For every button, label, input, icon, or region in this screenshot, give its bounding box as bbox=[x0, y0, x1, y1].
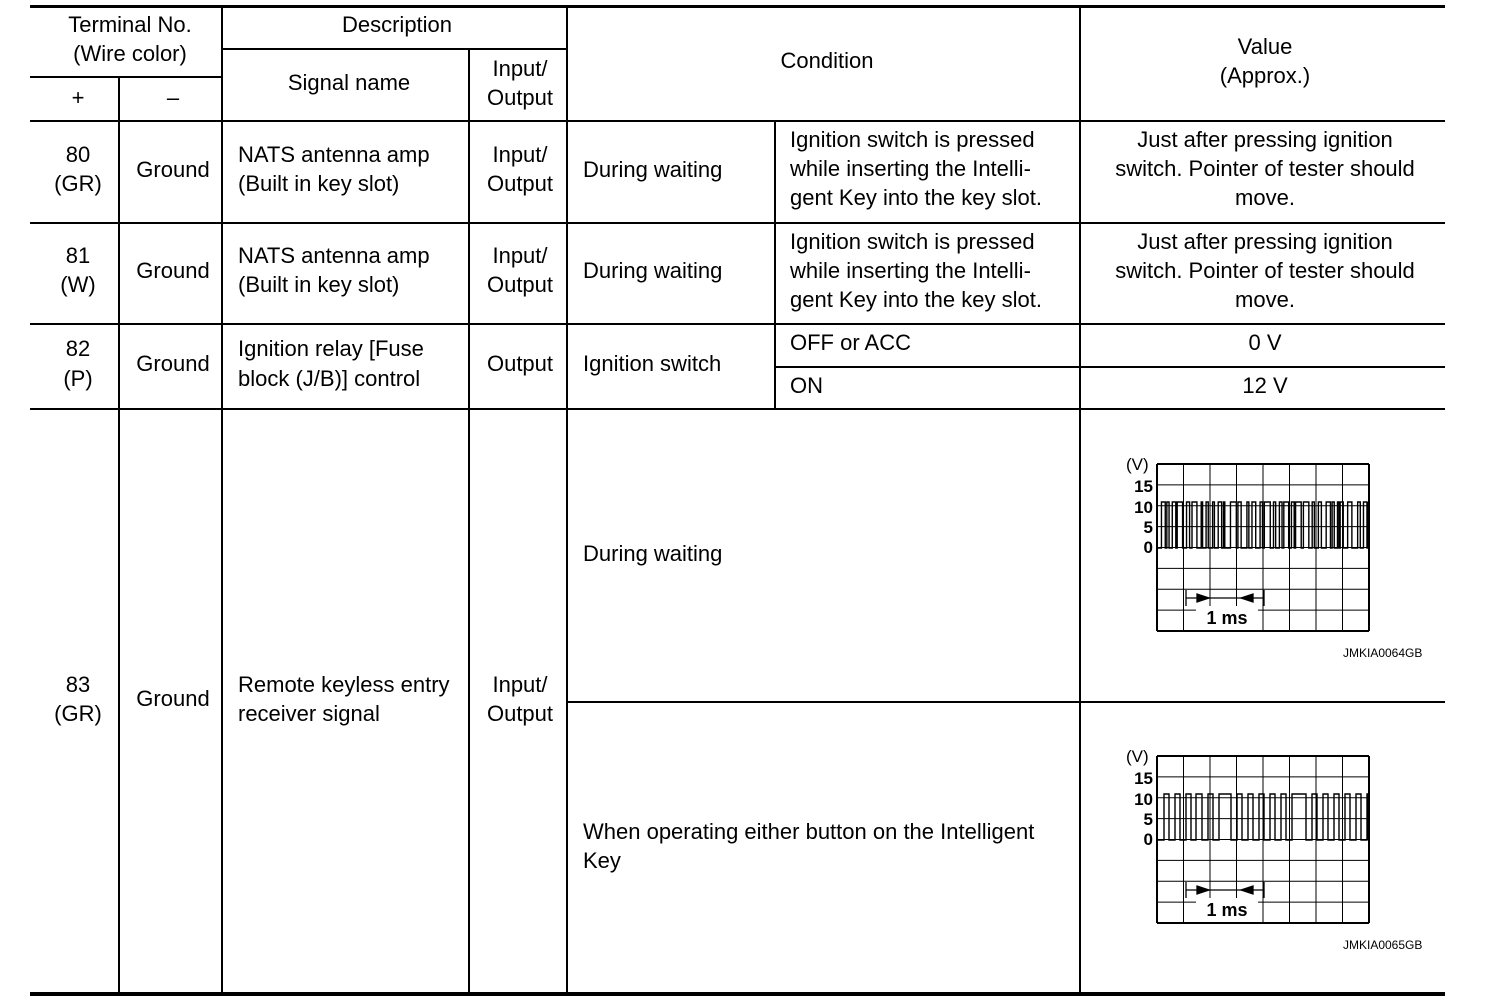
header-wire-color: (Wire color) bbox=[73, 41, 187, 66]
scope-unit-label: (V) bbox=[1126, 455, 1149, 474]
row-80-condition-detail-2: while inserting the Intelli- bbox=[790, 156, 1031, 181]
row-81-condition-detail-3: gent Key into the key slot. bbox=[790, 287, 1042, 312]
scope-tick-5: 5 bbox=[1143, 518, 1153, 537]
col-divider-signal-io bbox=[468, 49, 470, 993]
row-83-wire-color: (GR) bbox=[54, 701, 102, 726]
row-81-value-2: switch. Pointer of tester should bbox=[1115, 258, 1415, 283]
header-bottom-border bbox=[30, 120, 1445, 122]
header-divider-description bbox=[222, 48, 567, 50]
row-83-condition-operating-1: When operating either button on the Intelligent bbox=[583, 819, 1035, 844]
row-80-value-1: Just after pressing ignition bbox=[1137, 127, 1393, 152]
header-io-line2: Output bbox=[486, 85, 554, 110]
header-minus: – bbox=[166, 85, 180, 110]
header-plus: + bbox=[71, 85, 85, 110]
scope-tick-15: 15 bbox=[1134, 769, 1153, 788]
row-80-ground: Ground bbox=[136, 157, 210, 182]
row-80-condition-detail-3: gent Key into the key slot. bbox=[790, 185, 1042, 210]
col-divider-description-condition bbox=[566, 7, 568, 993]
row-80-io-line1: Input/ bbox=[492, 142, 548, 167]
row-83-condition-waiting: During waiting bbox=[583, 541, 723, 566]
row-81-condition-detail-2: while inserting the Intelli- bbox=[790, 258, 1031, 283]
col-divider-terminal-description bbox=[221, 7, 223, 993]
scope-tick-5: 5 bbox=[1143, 810, 1153, 829]
scope-grid bbox=[1157, 756, 1369, 923]
row-81-wire-color: (W) bbox=[60, 272, 96, 297]
row-82-condition: Ignition switch bbox=[583, 351, 722, 376]
col-divider-condition-sub bbox=[774, 121, 776, 409]
row-81-terminal: 81 bbox=[65, 243, 91, 268]
row-80-signal-line2: (Built in key slot) bbox=[238, 171, 400, 196]
header-io-line1: Input/ bbox=[492, 56, 548, 81]
scope-time-scale: 1 ms bbox=[1206, 608, 1248, 628]
row-divider-82 bbox=[30, 408, 1445, 410]
row-82-signal-line1: Ignition relay [Fuse bbox=[238, 336, 424, 361]
row-80-io-line2: Output bbox=[486, 171, 554, 196]
figure-code-1: JMKIA0064GB bbox=[1343, 646, 1423, 660]
row-82-sub-value-on: 12 V bbox=[1242, 373, 1288, 398]
row-83-signal-line2: receiver signal bbox=[238, 701, 380, 726]
row-divider-80 bbox=[30, 222, 1445, 224]
row-80-condition-detail-1: Ignition switch is pressed bbox=[790, 127, 1035, 152]
header-signal-name: Signal name bbox=[287, 70, 411, 95]
row-83-io-line2: Output bbox=[486, 701, 554, 726]
scope-unit-label: (V) bbox=[1126, 747, 1149, 766]
scope-tick-15: 15 bbox=[1134, 477, 1153, 496]
row-82-signal-line2: block (J/B)] control bbox=[238, 366, 421, 391]
row-80-terminal: 80 bbox=[65, 142, 91, 167]
row-82-io: Output bbox=[486, 351, 554, 376]
row-83-sub-divider bbox=[567, 701, 1445, 703]
row-81-value-3: move. bbox=[1235, 287, 1295, 312]
row-81-signal-line1: NATS antenna amp bbox=[238, 243, 430, 268]
table-top-border bbox=[30, 5, 1445, 8]
time-scale-arrows bbox=[1186, 882, 1264, 898]
row-81-io-line2: Output bbox=[486, 272, 554, 297]
row-80-value-2: switch. Pointer of tester should bbox=[1115, 156, 1415, 181]
row-82-sub-value-off: 0 V bbox=[1248, 330, 1282, 355]
row-80-condition: During waiting bbox=[583, 157, 723, 182]
waveform-trace bbox=[1158, 502, 1368, 548]
row-83-signal-line1: Remote keyless entry bbox=[238, 672, 450, 697]
scope-time-scale: 1 ms bbox=[1206, 900, 1248, 920]
row-82-wire-color: (P) bbox=[63, 366, 93, 391]
row-82-sub-divider bbox=[775, 366, 1445, 368]
row-83-terminal: 83 bbox=[65, 672, 91, 697]
header-divider-terminal bbox=[30, 76, 222, 78]
row-82-sub-condition-off: OFF or ACC bbox=[790, 330, 912, 355]
table-bottom-border bbox=[30, 992, 1445, 996]
row-81-signal-line2: (Built in key slot) bbox=[238, 272, 400, 297]
row-83-io-line1: Input/ bbox=[492, 672, 548, 697]
row-83-condition-operating-2: Key bbox=[583, 848, 621, 873]
row-81-condition-detail-1: Ignition switch is pressed bbox=[790, 229, 1035, 254]
row-80-signal-line1: NATS antenna amp bbox=[238, 142, 430, 167]
header-condition: Condition bbox=[780, 48, 874, 73]
row-81-ground: Ground bbox=[136, 258, 210, 283]
row-81-condition: During waiting bbox=[583, 258, 723, 283]
row-80-value-3: move. bbox=[1235, 185, 1295, 210]
header-description: Description bbox=[341, 12, 453, 37]
row-81-value-1: Just after pressing ignition bbox=[1137, 229, 1393, 254]
scope-tick-10: 10 bbox=[1134, 498, 1153, 517]
figure-code-2: JMKIA0065GB bbox=[1343, 938, 1423, 952]
header-approx: (Approx.) bbox=[1219, 63, 1311, 88]
header-terminal-no: Terminal No. bbox=[68, 12, 192, 37]
col-divider-plus-minus bbox=[118, 78, 120, 993]
row-divider-81 bbox=[30, 323, 1445, 325]
row-82-ground: Ground bbox=[136, 351, 210, 376]
header-value: Value bbox=[1237, 34, 1293, 59]
scope-tick-10: 10 bbox=[1134, 790, 1153, 809]
row-82-terminal: 82 bbox=[65, 336, 91, 361]
scope-tick-0: 0 bbox=[1143, 830, 1153, 849]
row-81-io-line1: Input/ bbox=[492, 243, 548, 268]
row-83-ground: Ground bbox=[136, 686, 210, 711]
row-80-wire-color: (GR) bbox=[54, 171, 102, 196]
time-scale-arrows bbox=[1186, 590, 1264, 606]
row-82-sub-condition-on: ON bbox=[790, 373, 823, 398]
scope-tick-0: 0 bbox=[1143, 538, 1153, 557]
col-divider-condition-value bbox=[1079, 7, 1081, 993]
